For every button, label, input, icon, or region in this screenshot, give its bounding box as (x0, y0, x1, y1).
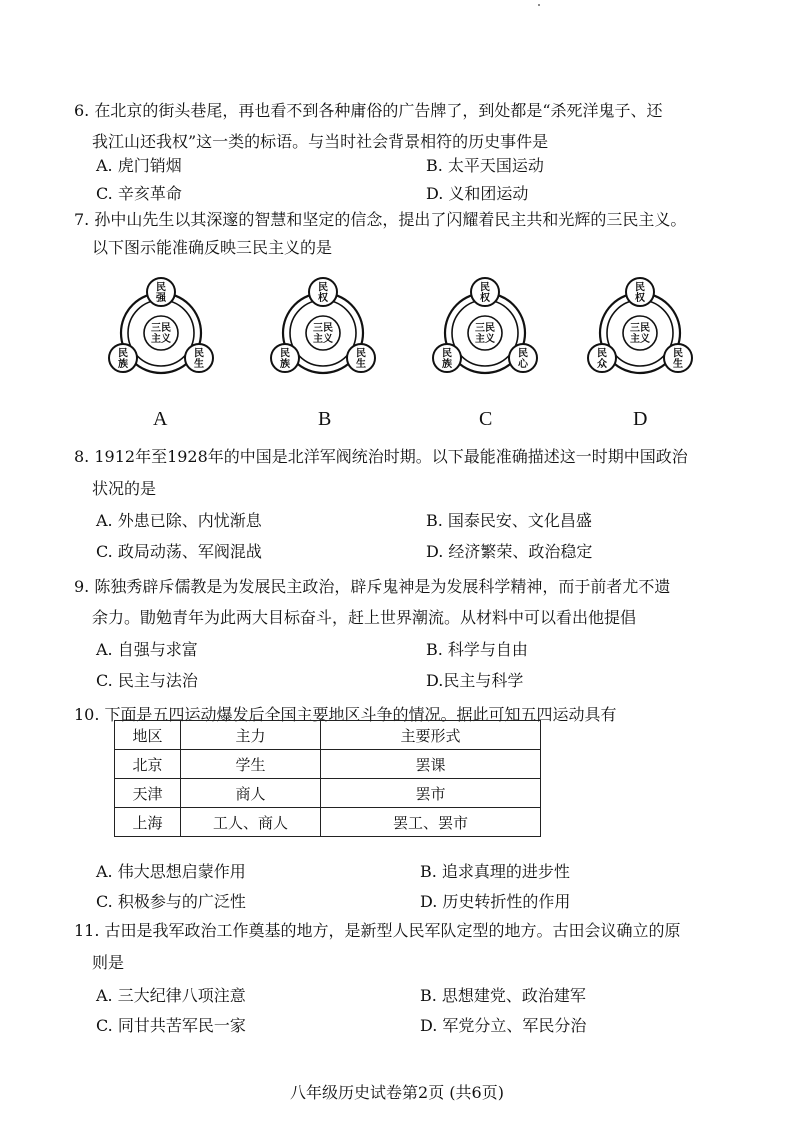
q11-stem-line1: 11. 古田是我军政治工作奠基的地方，是新型人民军队定型的地方。古田会议确立的原 (74, 921, 681, 940)
svg-text:民: 民 (480, 282, 490, 294)
q10-stem: 10. 下面是五四运动爆发后全国主要地区斗争的情况。据此可知五四运动具有 (74, 705, 617, 724)
q7-stem-line2: 以下图示能准确反映三民主义的是 (92, 238, 333, 257)
q9-stem-line1: 9. 陈独秀辟斥儒教是为发展民主政治，辟斥鬼神是为发展科学精神，而于前者尤不遗 (74, 577, 671, 596)
q6-option-b: B. 太平天国运动 (426, 156, 544, 175)
node-label-top (318, 280, 329, 304)
table-cell: 北京 (115, 750, 181, 779)
center-label-2: 主义 (313, 334, 333, 345)
table-header-cell: 主要形式 (321, 721, 541, 750)
svg-text:生: 生 (194, 358, 204, 370)
q8-stem-line2: 状况的是 (92, 479, 157, 498)
q9-option-c: C. 民主与法治 (96, 671, 198, 690)
q6-stem-line2: 我江山还我权”这一类的标语。与当时社会背景相符的历史事件是 (92, 132, 549, 151)
svg-text:族: 族 (118, 358, 128, 370)
center-label-1: 三民 (313, 323, 333, 334)
svg-text:民: 民 (356, 348, 366, 360)
q9-option-b: B. 科学与自由 (426, 640, 528, 659)
diagram-c (430, 275, 540, 385)
svg-text:权: 权 (318, 292, 328, 304)
table-header-row (115, 721, 541, 750)
table-cell: 罢课 (321, 750, 541, 779)
svg-text:心: 心 (518, 358, 528, 370)
diagram-b (268, 275, 378, 385)
table-header-cell: 地区 (115, 721, 181, 750)
q8-option-c: C. 政局动荡、军阀混战 (96, 542, 262, 561)
q8-option-a: A. 外患已除、内忧渐息 (96, 511, 262, 530)
svg-text:民: 民 (442, 348, 452, 360)
center-label-1: 三民 (475, 323, 495, 334)
diagram-d-letter: D (633, 408, 648, 430)
q11-option-b: B. 思想建党、政治建军 (420, 986, 586, 1005)
q10-option-c: C. 积极参与的广泛性 (96, 892, 246, 911)
q10-option-d: D. 历史转折性的作用 (420, 892, 571, 911)
node-label-left (597, 346, 607, 370)
node-label-right (356, 346, 366, 370)
svg-text:权: 权 (635, 292, 645, 304)
q9-option-a: A. 自强与求富 (96, 640, 198, 659)
q6-stem-line1: 6. 在北京的街头巷尾，再也看不到各种庸俗的广告牌了，到处都是“杀死洋鬼子、还 (74, 101, 663, 120)
node-label-left (280, 346, 290, 370)
sanmin-diagram-svg (268, 275, 378, 385)
center-label-2: 主义 (475, 334, 495, 345)
svg-text:生: 生 (356, 358, 366, 370)
svg-text:族: 族 (442, 358, 452, 370)
page-footer: 八年级历史试卷第2页 (共6页) (290, 1083, 504, 1102)
q6-option-a: A. 虎门销烟 (96, 156, 182, 175)
q8-option-d: D. 经济繁荣、政治稳定 (426, 542, 593, 561)
table-row (115, 750, 541, 779)
sanmin-diagram-svg (585, 275, 695, 385)
center-label-1: 三民 (630, 323, 650, 334)
diagram-d (585, 275, 695, 385)
svg-text:民: 民 (156, 282, 166, 294)
node-label-right (194, 346, 204, 370)
svg-text:民: 民 (280, 348, 290, 360)
node-label-left (118, 346, 128, 370)
table-cell: 罢市 (321, 779, 541, 808)
svg-text:民: 民 (118, 348, 128, 360)
node-label-left (442, 346, 452, 370)
svg-text:民: 民 (597, 348, 607, 360)
table-cell: 商人 (181, 779, 321, 808)
node-label-top (480, 280, 491, 304)
svg-text:民: 民 (635, 282, 645, 294)
q6-option-c: C. 辛亥革命 (96, 184, 182, 203)
node-label-top (155, 280, 167, 304)
table-row (115, 779, 541, 808)
node-label-right (673, 346, 683, 370)
center-label-2: 主义 (630, 334, 650, 345)
q11-option-a: A. 三大纪律八项注意 (96, 986, 246, 1005)
svg-text:民: 民 (194, 348, 204, 360)
table-cell: 上海 (115, 808, 181, 837)
table-cell: 学生 (181, 750, 321, 779)
q9-stem-line2: 余力。勖勉青年为此两大目标奋斗，赶上世界潮流。从材料中可以看出他提倡 (92, 608, 637, 627)
q9-option-d: D.民主与科学 (426, 671, 524, 690)
table-header-cell: 主力 (181, 721, 321, 750)
table-cell: 工人、商人 (181, 808, 321, 837)
diagram-c-letter: C (479, 408, 493, 430)
node-label-right (518, 346, 529, 370)
q11-option-c: C. 同甘共苦军民一家 (96, 1016, 246, 1035)
svg-text:生: 生 (673, 358, 683, 370)
diagram-a-letter: A (153, 408, 168, 430)
svg-text:众: 众 (597, 358, 607, 370)
q8-option-b: B. 国泰民安、文化昌盛 (426, 511, 592, 530)
q10-option-a: A. 伟大思想启蒙作用 (96, 862, 246, 881)
diagram-b-letter: B (318, 408, 332, 430)
scan-dot (538, 4, 540, 6)
center-label-1: 三民 (151, 323, 171, 334)
diagram-a (106, 275, 216, 385)
svg-text:族: 族 (280, 358, 290, 370)
sanmin-diagram-svg (106, 275, 216, 385)
q7-stem-line1: 7. 孙中山先生以其深邃的智慧和坚定的信念，提出了闪耀着民主共和光辉的三民主义。 (74, 210, 687, 229)
svg-text:强: 强 (156, 292, 166, 304)
svg-text:民: 民 (518, 348, 528, 360)
q11-stem-line2: 则是 (92, 953, 125, 972)
q11-option-d: D. 军党分立、军民分治 (420, 1016, 587, 1035)
q8-stem-line1: 8. 1912年至1928年的中国是北洋军阀统治时期。以下最能准确描述这一时期中国政治 (74, 447, 688, 466)
svg-text:民: 民 (318, 282, 328, 294)
table-cell: 罢工、罢市 (321, 808, 541, 837)
q6-option-d: D. 义和团运动 (426, 184, 529, 203)
q10-table (114, 720, 541, 837)
svg-text:民: 民 (673, 348, 683, 360)
svg-text:权: 权 (480, 292, 490, 304)
table-cell: 天津 (115, 779, 181, 808)
node-label-top (635, 280, 646, 304)
table-row (115, 808, 541, 837)
q10-option-b: B. 追求真理的进步性 (420, 862, 570, 881)
sanmin-diagram-svg (430, 275, 540, 385)
center-label-2: 主义 (151, 334, 171, 345)
